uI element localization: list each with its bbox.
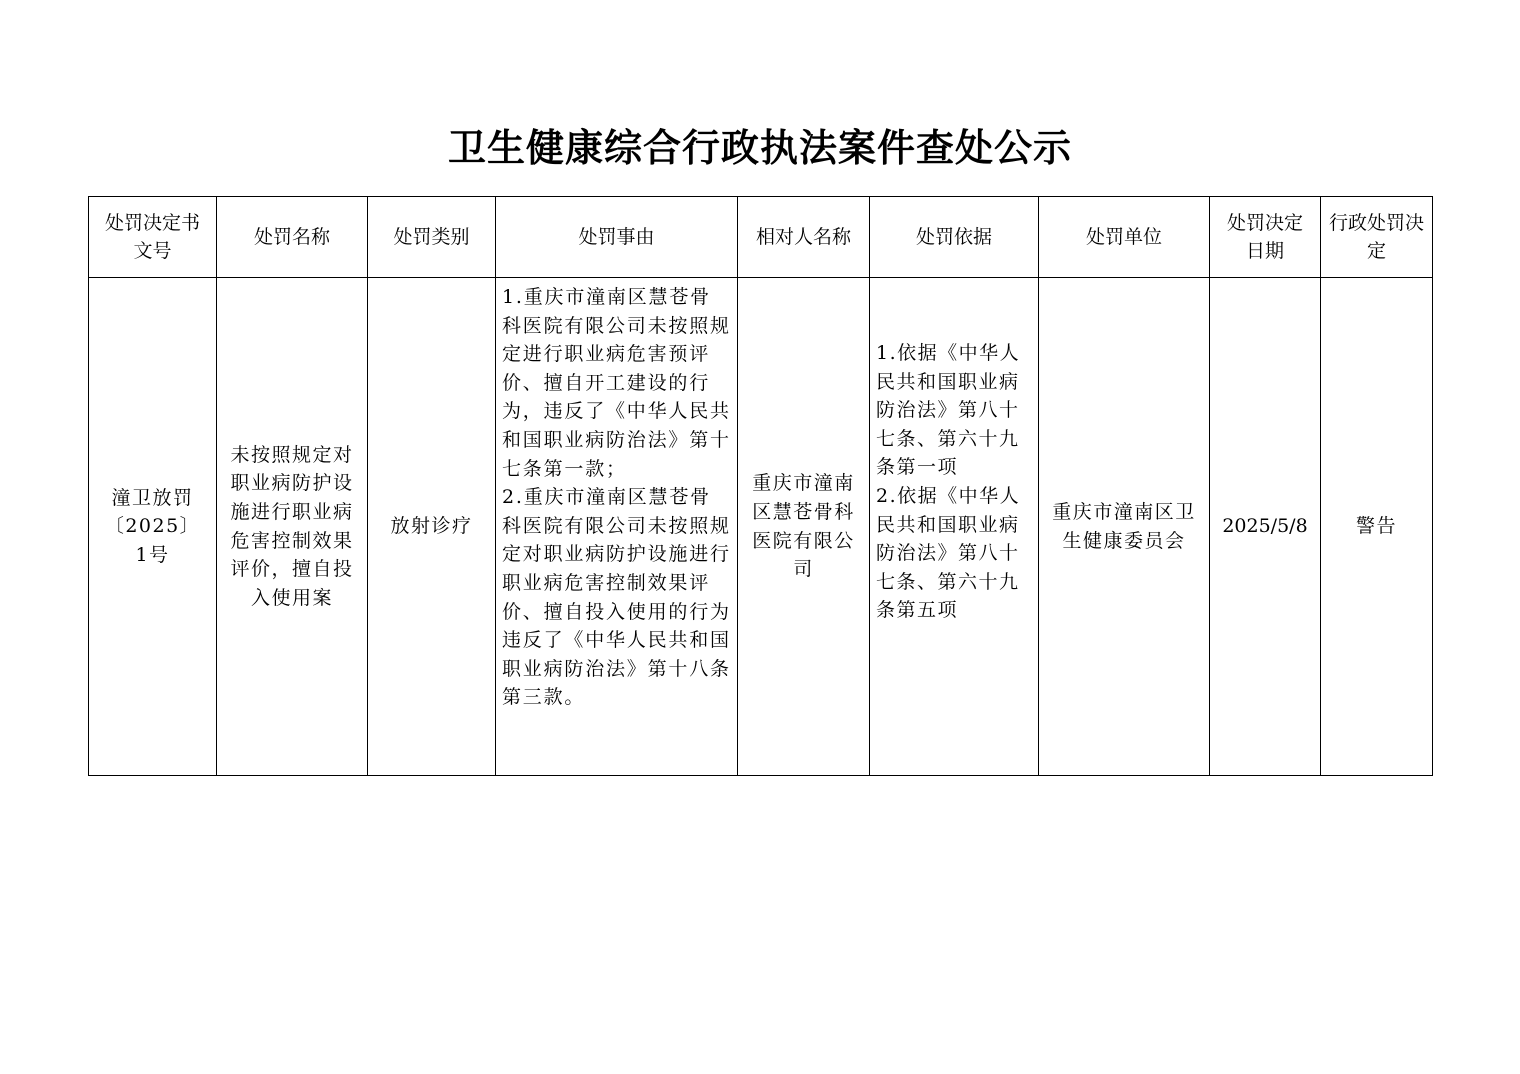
header-penalty-reason: 处罚事由: [496, 197, 738, 278]
header-decision-number: 处罚决定书文号: [89, 197, 217, 278]
header-party-name: 相对人名称: [738, 197, 870, 278]
administrative-decision-text: 警告: [1355, 515, 1397, 538]
penalty-notice-table: [88, 196, 1433, 776]
header-penalty-category: 处罚类别: [368, 197, 496, 278]
header-penalty-unit: 处罚单位: [1039, 197, 1210, 278]
party-name-text: 重庆市潼南区慧苍骨科医院有限公司: [752, 472, 855, 581]
penalty-category-text: 放射诊疗: [390, 515, 473, 538]
cell-penalty-reason: [496, 278, 738, 776]
page-title: 卫生健康综合行政执法案件查处公示: [447, 125, 1072, 170]
header-decision-date: 处罚决定日期: [1210, 197, 1321, 278]
cell-penalty-unit: [1039, 278, 1210, 776]
reason-item-1: 1.重庆市潼南区慧苍骨科医院有限公司未按照规定进行职业病危害预评价、擅自开工建设的行为，违反了《中华人民共和国职业病防治法》第十七条第一款；: [502, 286, 731, 480]
cell-decision-number: [89, 278, 217, 776]
header-penalty-name: 处罚名称: [217, 197, 368, 278]
basis-item-1: 1.依据《中华人民共和国职业病防治法》第八十七条、第六十九条第一项: [876, 342, 1021, 479]
decision-number-text: 潼卫放罚〔2025〕1号: [104, 486, 201, 566]
cell-administrative-decision: [1321, 278, 1433, 776]
reason-item-2: 2.重庆市潼南区慧苍骨科医院有限公司未按照规定对职业病防护设施进行职业病危害控制效果评价、擅自投入使用的行为违反了《中华人民共和国职业病防治法》第十八条第三款。: [502, 486, 731, 709]
cell-party-name: [738, 278, 870, 776]
table-header-row: [89, 197, 1433, 278]
cell-penalty-category: [368, 278, 496, 776]
cell-penalty-name: [217, 278, 368, 776]
header-administrative-decision: 行政处罚决定: [1321, 197, 1433, 278]
decision-date-text: 2025/5/8: [1222, 515, 1308, 538]
table-row: [89, 278, 1433, 776]
cell-decision-date: [1210, 278, 1321, 776]
cell-penalty-basis: [870, 278, 1039, 776]
header-penalty-basis: 处罚依据: [870, 197, 1039, 278]
basis-item-2: 2.依据《中华人民共和国职业病防治法》第八十七条、第六十九条第五项: [876, 484, 1021, 622]
penalty-unit-text: 重庆市潼南区卫生健康委员会: [1052, 500, 1196, 552]
penalty-name-text: 未按照规定对职业病防护设施进行职业病危害控制效果评价，擅自投入使用案: [230, 443, 354, 609]
